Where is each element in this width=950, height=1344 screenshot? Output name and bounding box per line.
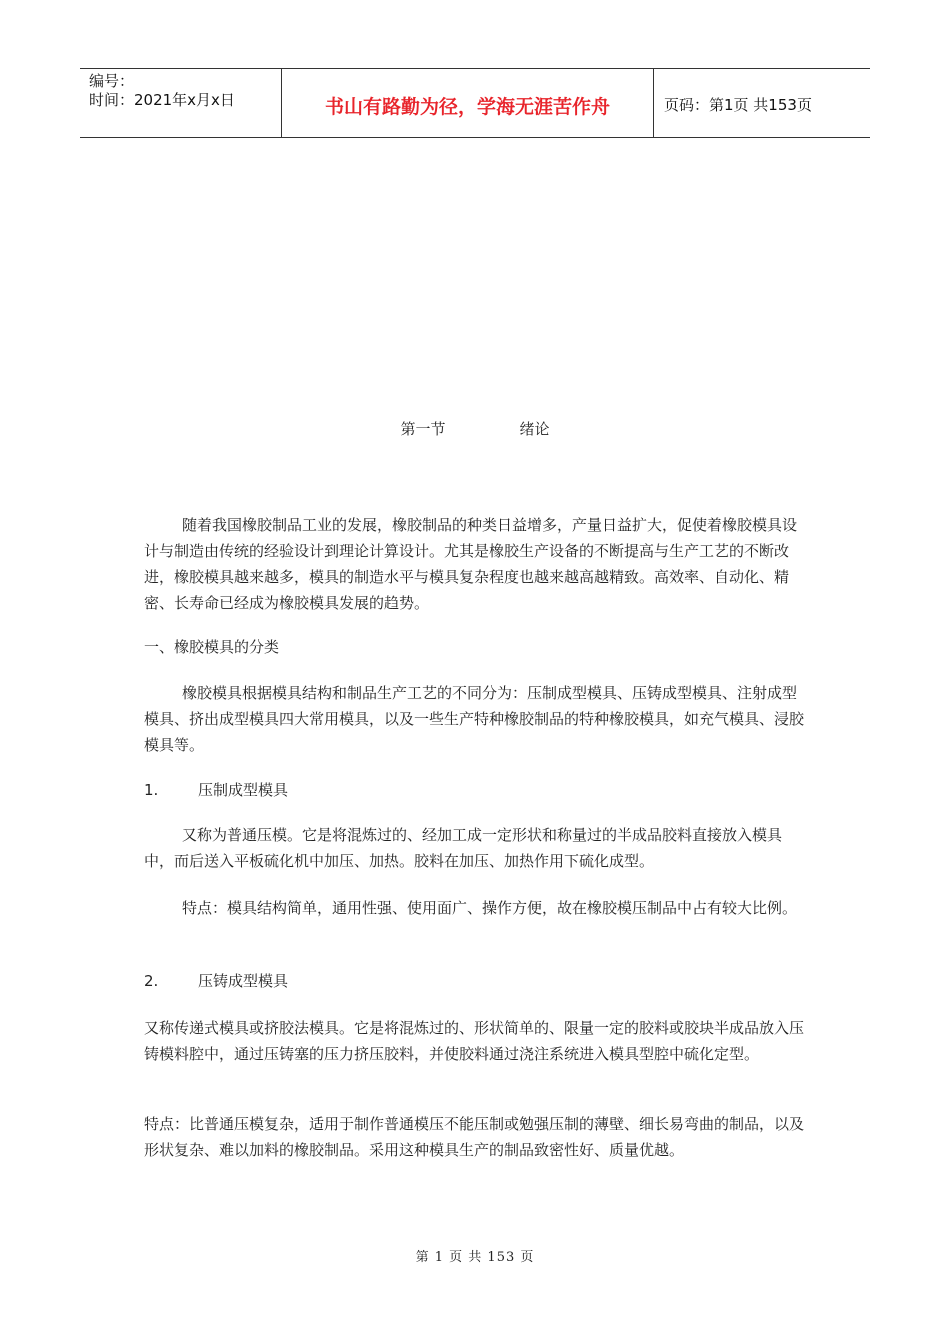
classification-block [144, 680, 806, 758]
item1-feature: 特点：模具结构简单，通用性强、使用面广、操作方便，故在橡胶模压制品中占有较大比例。 [182, 899, 798, 917]
item1-desc-block [144, 822, 806, 874]
footer-page-number: 第 1 页 共 153 页 [415, 1250, 535, 1265]
item2-desc-block [144, 1015, 806, 1067]
item1-feature-block [144, 895, 806, 921]
section-title-part2: 绪论 [519, 420, 550, 438]
motto-text: 书山有路勤为径，学海无涯苦作舟 [324, 95, 610, 118]
header-meta-cell [80, 69, 282, 137]
item1-title: 压制成型模具 [198, 781, 289, 799]
item1-number: 1. [144, 781, 159, 799]
header-table [80, 68, 870, 138]
time-label: 时间：2021年x月x日 [89, 91, 235, 109]
page-info-text: 页码：第1页 共153页 [664, 95, 812, 114]
section-title [0, 418, 950, 439]
number-label: 编号： [89, 72, 135, 90]
section-title-part1: 第一节 [400, 420, 446, 438]
intro-paragraph-block [144, 512, 806, 616]
item2-number: 2. [144, 972, 159, 990]
heading-classification: 一、橡胶模具的分类 [144, 638, 280, 656]
item2-description: 又称传递式模具或挤胶法模具。它是将混炼过的、形状简单的、限量一定的胶料或胶块半成品放入压铸模料腔中，通过压铸塞的压力挤压胶料，并使胶料通过浇注系统进入模具型腔中硫化定型。 [144, 1019, 805, 1063]
item2-heading [144, 968, 806, 994]
motto-cell [282, 69, 654, 137]
item1-heading-block [144, 777, 806, 803]
item1-description: 又称为普通压模。它是将混炼过的、经加工成一定形状和称量过的半成品胶料直接放入模具中，而后送入平板硫化机中加压、加热。胶料在加压、加热作用下硫化成型。 [144, 826, 783, 870]
classification-paragraph: 橡胶模具根据模具结构和制品生产工艺的不同分为：压制成型模具、压铸成型模具、注射成型模具、挤出成型模具四大常用模具，以及一些生产特种橡胶制品的特种橡胶模具，如充气模具、浸胶模具等。 [144, 684, 805, 754]
item1-heading [144, 777, 806, 803]
intro-paragraph: 随着我国橡胶制品工业的发展，橡胶制品的种类日益增多，产量日益扩大，促使着橡胶模具设计与制造由传统的经验设计到理论计算设计。尤其是橡胶生产设备的不断提高与生产工艺的不断改进，橡胶模具越来越多，模具的制造水平与模具复杂程度也越来越高越精致。高效率、自动化、精密、长寿命已经成为橡胶模具发展的趋势。 [144, 516, 798, 612]
page-info-cell [654, 69, 870, 137]
page-footer [0, 1246, 950, 1265]
heading1-block [144, 634, 806, 660]
item2-feature: 特点：比普通压模复杂，适用于制作普通模压不能压制或勉强压制的薄壁、细长易弯曲的制品，以及形状复杂、难以加料的橡胶制品。采用这种模具生产的制品致密性好、质量优越。 [144, 1115, 805, 1159]
item2-heading-block [144, 968, 806, 994]
item2-title: 压铸成型模具 [198, 972, 289, 990]
item2-feature-block [144, 1111, 806, 1163]
